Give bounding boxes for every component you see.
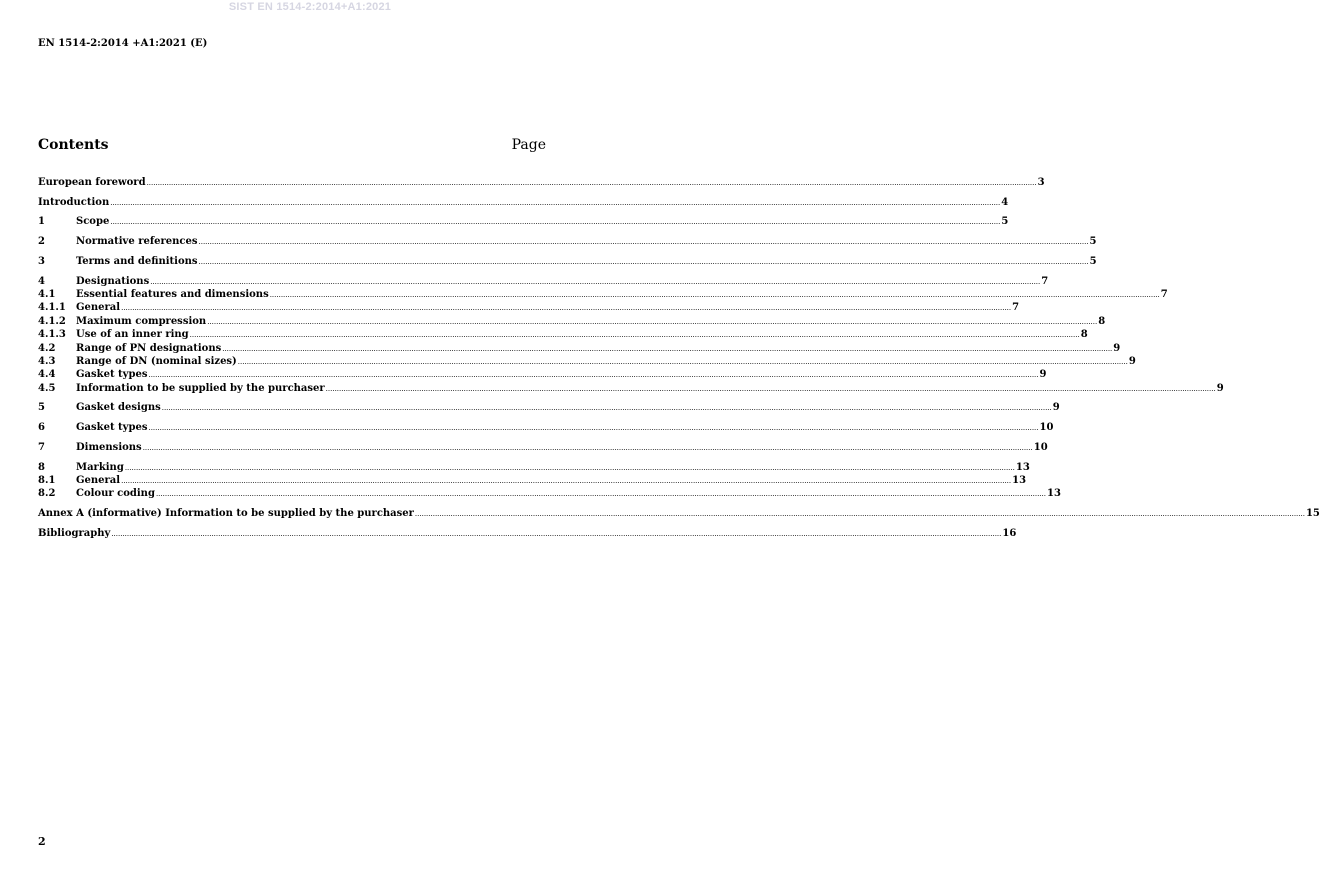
toc-entry-title: Gasket designs: [76, 402, 161, 413]
toc-entry[interactable]: [38, 177, 1045, 189]
toc-entry-title: Bibliography: [38, 528, 111, 539]
toc-entry-title: Range of DN (nominal sizes): [76, 356, 237, 367]
toc-entry-page: 13: [1015, 462, 1030, 473]
toc-entry-title: Use of an inner ring: [76, 329, 189, 340]
toc-dot-leader: ................................................................................................................................................................................................................................................................................................................................................................................................................: [414, 510, 1305, 518]
toc-dot-leader: ................................................................................................................................................................................................................................................................................................................................................................................................................: [198, 238, 1089, 246]
toc-entry-page: 13: [1012, 475, 1027, 486]
toc-entry-title: Normative references: [76, 236, 198, 247]
toc-entry-number: 7: [38, 442, 45, 453]
toc-entry-number: 4.1.1: [38, 302, 66, 313]
toc-dot-leader: ................................................................................................................................................................................................................................................................................................................................................................................................................: [148, 371, 1039, 379]
toc-entry-title: Essential features and dimensions: [76, 289, 269, 300]
page-number: 2: [38, 835, 46, 848]
toc-entry[interactable]: [38, 289, 1168, 301]
toc-entry-page: 9: [1113, 343, 1121, 354]
toc-entry[interactable]: [38, 236, 1097, 248]
toc-entry[interactable]: [38, 256, 1097, 268]
toc-dot-leader: ................................................................................................................................................................................................................................................................................................................................................................................................................: [150, 278, 1041, 286]
toc-dot-leader: ................................................................................................................................................................................................................................................................................................................................................................................................................: [269, 291, 1160, 299]
toc-entry-page: 5: [1089, 236, 1097, 247]
toc-dot-leader: ................................................................................................................................................................................................................................................................................................................................................................................................................: [124, 464, 1015, 472]
toc-entry[interactable]: [38, 383, 1224, 395]
toc-entry-title: Range of PN designations: [76, 343, 222, 354]
toc-entry-title: Terms and definitions: [76, 256, 198, 267]
toc-entry-title: Information to be supplied by the purchaser: [76, 383, 325, 394]
toc-entry-number: 4: [38, 276, 45, 287]
toc-entry-title: Dimensions: [76, 442, 142, 453]
toc-entry[interactable]: [38, 329, 1088, 341]
toc-entry-number: 1: [38, 216, 45, 227]
toc-entry-number: 4.1: [38, 289, 56, 300]
toc-entry-page: 9: [1216, 383, 1224, 394]
toc-dot-leader: ................................................................................................................................................................................................................................................................................................................................................................................................................: [110, 218, 1001, 226]
toc-entry-page: 13: [1046, 488, 1061, 499]
toc-entry[interactable]: [38, 475, 1027, 487]
toc-entry-number: 8.2: [38, 488, 56, 499]
toc-entry-number: 4.5: [38, 383, 56, 394]
toc-dot-leader: ................................................................................................................................................................................................................................................................................................................................................................................................................: [155, 490, 1046, 498]
toc-dot-leader: ................................................................................................................................................................................................................................................................................................................................................................................................................: [198, 258, 1089, 266]
toc-entry-title: Annex A (informative) Information to be supplied by the purchaser: [38, 508, 414, 519]
toc-dot-leader: ................................................................................................................................................................................................................................................................................................................................................................................................................: [146, 179, 1037, 187]
toc-entry[interactable]: [38, 488, 1061, 500]
toc-entry-page: 7: [1160, 289, 1168, 300]
toc-entry[interactable]: [38, 422, 1054, 434]
toc-dot-leader: ................................................................................................................................................................................................................................................................................................................................................................................................................: [111, 530, 1002, 538]
toc-entry-number: 4.4: [38, 369, 56, 380]
toc-dot-leader: ................................................................................................................................................................................................................................................................................................................................................................................................................: [325, 385, 1216, 393]
toc-entry-title: Gasket types: [76, 369, 148, 380]
toc-entry-title: Introduction: [38, 197, 110, 208]
toc-dot-leader: ................................................................................................................................................................................................................................................................................................................................................................................................................: [207, 318, 1098, 326]
toc-entry-number: 6: [38, 422, 45, 433]
toc-dot-leader: ................................................................................................................................................................................................................................................................................................................................................................................................................: [121, 304, 1012, 312]
toc-entry-title: Colour coding: [76, 488, 155, 499]
toc-dot-leader: ................................................................................................................................................................................................................................................................................................................................................................................................................: [148, 424, 1039, 432]
toc-entry-title: General: [76, 302, 121, 313]
toc-entry[interactable]: [38, 343, 1121, 355]
toc-entry-number: 4.1.3: [38, 329, 66, 340]
toc-entry-page: 10: [1033, 442, 1048, 453]
toc-entry[interactable]: [38, 508, 1320, 520]
toc-entry[interactable]: [38, 276, 1049, 288]
toc-entry-number: 2: [38, 236, 45, 247]
toc-entry-number: 4.2: [38, 343, 56, 354]
page-column-heading: Page: [511, 137, 546, 153]
toc-entry-page: 16: [1002, 528, 1017, 539]
toc-entry-page: 8: [1098, 316, 1106, 327]
toc-entry-page: 4: [1001, 197, 1009, 208]
toc-entry[interactable]: [38, 462, 1030, 474]
toc-entry[interactable]: [38, 316, 1106, 328]
toc-entry[interactable]: [38, 528, 1017, 540]
toc-entry-number: 4.1.2: [38, 316, 66, 327]
toc-entry-page: 5: [1001, 216, 1009, 227]
toc-entry-title: Designations: [76, 276, 150, 287]
toc-entry[interactable]: [38, 369, 1047, 381]
toc-entry-title: Marking: [76, 462, 124, 473]
toc-entry-page: 7: [1041, 276, 1049, 287]
contents-heading: Contents: [38, 137, 109, 153]
toc-entry-page: 9: [1128, 356, 1136, 367]
toc-dot-leader: ................................................................................................................................................................................................................................................................................................................................................................................................................: [222, 345, 1113, 353]
toc-dot-leader: ................................................................................................................................................................................................................................................................................................................................................................................................................: [237, 358, 1128, 366]
toc-entry[interactable]: [38, 356, 1136, 368]
toc-entry-page: 15: [1305, 508, 1320, 519]
toc-entry[interactable]: [38, 302, 1020, 314]
toc-dot-leader: ................................................................................................................................................................................................................................................................................................................................................................................................................: [121, 477, 1012, 485]
toc-entry-page: 5: [1089, 256, 1097, 267]
toc-entry[interactable]: [38, 442, 1048, 454]
toc-entry-title: European foreword: [38, 177, 146, 188]
toc-entry-number: 5: [38, 402, 45, 413]
toc-dot-leader: ................................................................................................................................................................................................................................................................................................................................................................................................................: [189, 331, 1080, 339]
toc-entry[interactable]: [38, 197, 1009, 209]
toc-entry-title: Maximum compression: [76, 316, 207, 327]
toc-dot-leader: ................................................................................................................................................................................................................................................................................................................................................................................................................: [161, 404, 1052, 412]
toc-entry-number: 8.1: [38, 475, 56, 486]
toc-entry-page: 9: [1052, 402, 1060, 413]
toc-entry[interactable]: [38, 402, 1060, 414]
toc-dot-leader: ................................................................................................................................................................................................................................................................................................................................................................................................................: [142, 444, 1033, 452]
toc-entry-page: 8: [1080, 329, 1088, 340]
toc-entry-page: 3: [1037, 177, 1045, 188]
toc-entry-page: 10: [1039, 422, 1054, 433]
toc-entry-number: 3: [38, 256, 45, 267]
toc-entry-number: 4.3: [38, 356, 56, 367]
toc-entry-page: 7: [1012, 302, 1020, 313]
toc-entry[interactable]: [38, 216, 1009, 228]
toc-entry-number: 8: [38, 462, 45, 473]
watermark: SIST EN 1514-2:2014+A1:2021: [228, 1, 392, 13]
toc-entry-title: Gasket types: [76, 422, 148, 433]
document-id-header: EN 1514-2:2014 +A1:2021 (E): [38, 38, 208, 49]
toc-entry-title: Scope: [76, 216, 110, 227]
toc-entry-title: General: [76, 475, 121, 486]
toc-dot-leader: ................................................................................................................................................................................................................................................................................................................................................................................................................: [110, 199, 1001, 207]
toc-entry-page: 9: [1039, 369, 1047, 380]
